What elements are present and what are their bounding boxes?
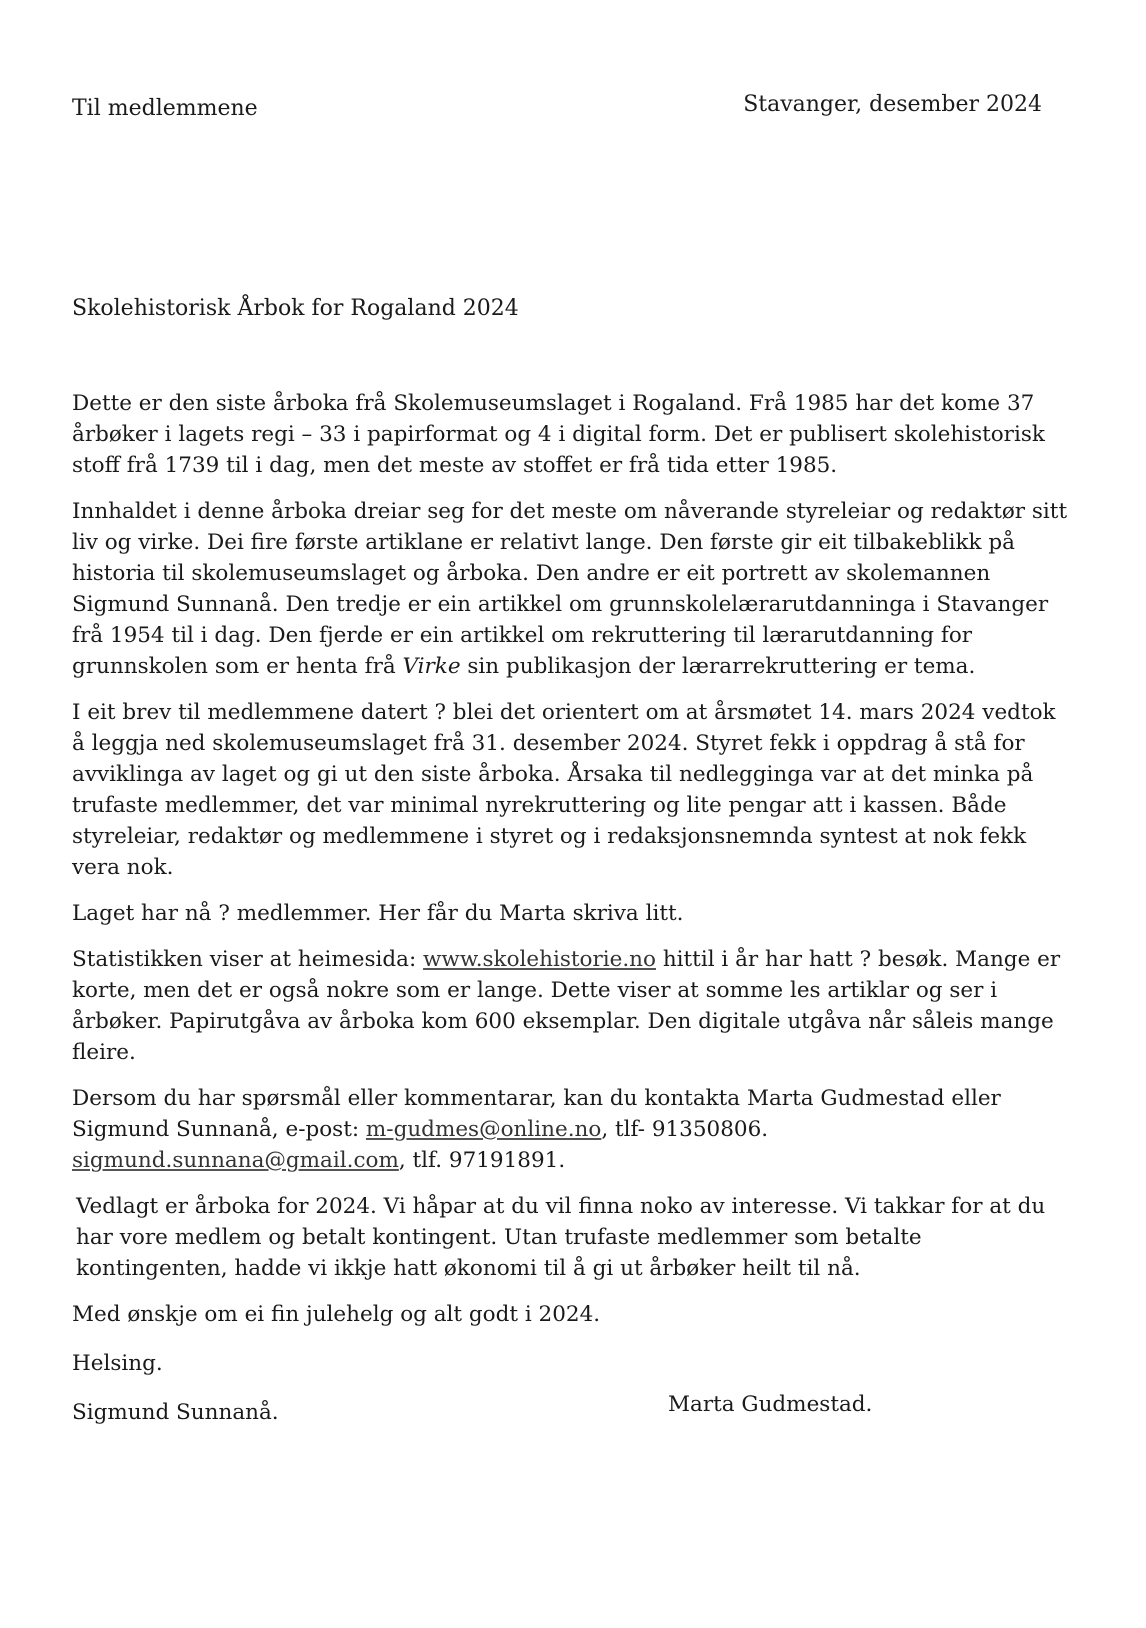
- website-link[interactable]: www.skolehistorie.no: [423, 947, 656, 972]
- paragraph-statistics: [72, 944, 1072, 1068]
- paragraph-contents-end: sin publikasjon der lærarrekruttering er tema.: [460, 654, 976, 679]
- signature-marta: Marta Gudmestad.: [668, 1392, 873, 1417]
- email-link-marta[interactable]: m-gudmes@online.no: [365, 1117, 602, 1142]
- paragraph-members: Laget har nå ? medlemmer. Her får du Marta skriva litt.: [72, 901, 684, 926]
- email-link-sigmund[interactable]: sigmund.sunnana@gmail.com: [72, 1148, 399, 1173]
- paragraph-yearbook: Vedlagt er årboka for 2024. Vi håpar at du vil finna noko av interesse. Vi takkar for at du har vore medlem og betalt kontingent. Utan trufaste medlemmer som betalte kontingenten, hadde vi ikkje hatt økonomi til å gi ut årbøker heilt til nå.: [76, 1194, 1046, 1281]
- place-date-line: Stavanger, desember 2024: [743, 92, 1042, 117]
- contact-phone-sigmund: , tlf. 97191891.: [398, 1148, 566, 1173]
- letter-title: Skolehistorisk Årbok for Rogaland 2024: [72, 296, 519, 321]
- paragraph-contents-text: Innhaldet i denne årboka dreiar seg for det meste om nåverande styreleiar og redaktør sitt liv og virke. Dei fire første artiklane er relativt lange. Den første gir eit tilbakeblikk på historia til skolemuseumslaget og årboka. Den andre er eit portrett av skolemannen Sigmund Sunnanå. Den tredje er ein artikkel om grunnskolelærarutdanninga i Stavanger frå 1954 til i dag. Den fjerde er ein artikkel om rekruttering til lærarutdanning for grunnskolen som er henta frå: [72, 499, 1068, 679]
- paragraph-closure: I eit brev til medlemmene datert ? blei det orientert om at årsmøtet 14. mars 2024 vedtok å leggja ned skolemuseumslaget frå 31. desember 2024. Styret fekk i oppdrag å stå for avviklinga av laget og gi ut den siste årboka. Årsaka til nedlegginga var at det minka på trufaste medlemmer, det var minimal nyrekruttering og lite pengar att i kassen. Både styreleiar, redaktør og medlemmene i styret og i redaksjonsnemnda syntest at nok fekk vera nok.: [72, 700, 1056, 880]
- letter-body: [72, 388, 1072, 1431]
- contact-text: Dersom du har spørsmål eller kommentarar, kan du kontakta Marta Gudmestad eller Sigmund Sunnanå, e-post:: [72, 1086, 1001, 1142]
- paragraph-contact: [72, 1083, 1072, 1176]
- statistics-text-end: hittil i år har hatt ? besøk. Mange er korte, men det er også nokre som er lange. Dette viser at somme les artiklar og ser i årbøker. Papirutgåva av årboka kom 600 eksemplar. Den digitale utgåva når såleis mange fleire.: [72, 947, 1061, 1065]
- signatures: [72, 1392, 1072, 1431]
- signature-sigmund: Sigmund Sunnanå.: [72, 1400, 279, 1425]
- statistics-text: Statistikken viser at heimesida:: [72, 947, 424, 972]
- paragraph-contents: [72, 496, 1072, 682]
- closing-greeting: Helsing.: [72, 1351, 163, 1376]
- closing-block: [72, 1299, 1072, 1431]
- virke-italic: Virke: [402, 654, 461, 679]
- recipient-line: Til medlemmene: [72, 96, 258, 121]
- closing-wish: Med ønskje om ei fin julehelg og alt godt i 2024.: [72, 1302, 601, 1327]
- paragraph-intro: Dette er den siste årboka frå Skolemuseumslaget i Rogaland. Frå 1985 har det kome 37 årbøker i lagets regi – 33 i papirformat og 4 i digital form. Det er publisert skolehistorisk stoff frå 1739 til i dag, men det meste av stoffet er frå tida etter 1985.: [72, 391, 1045, 478]
- contact-phone-marta: , tlf- 91350806.: [601, 1117, 769, 1142]
